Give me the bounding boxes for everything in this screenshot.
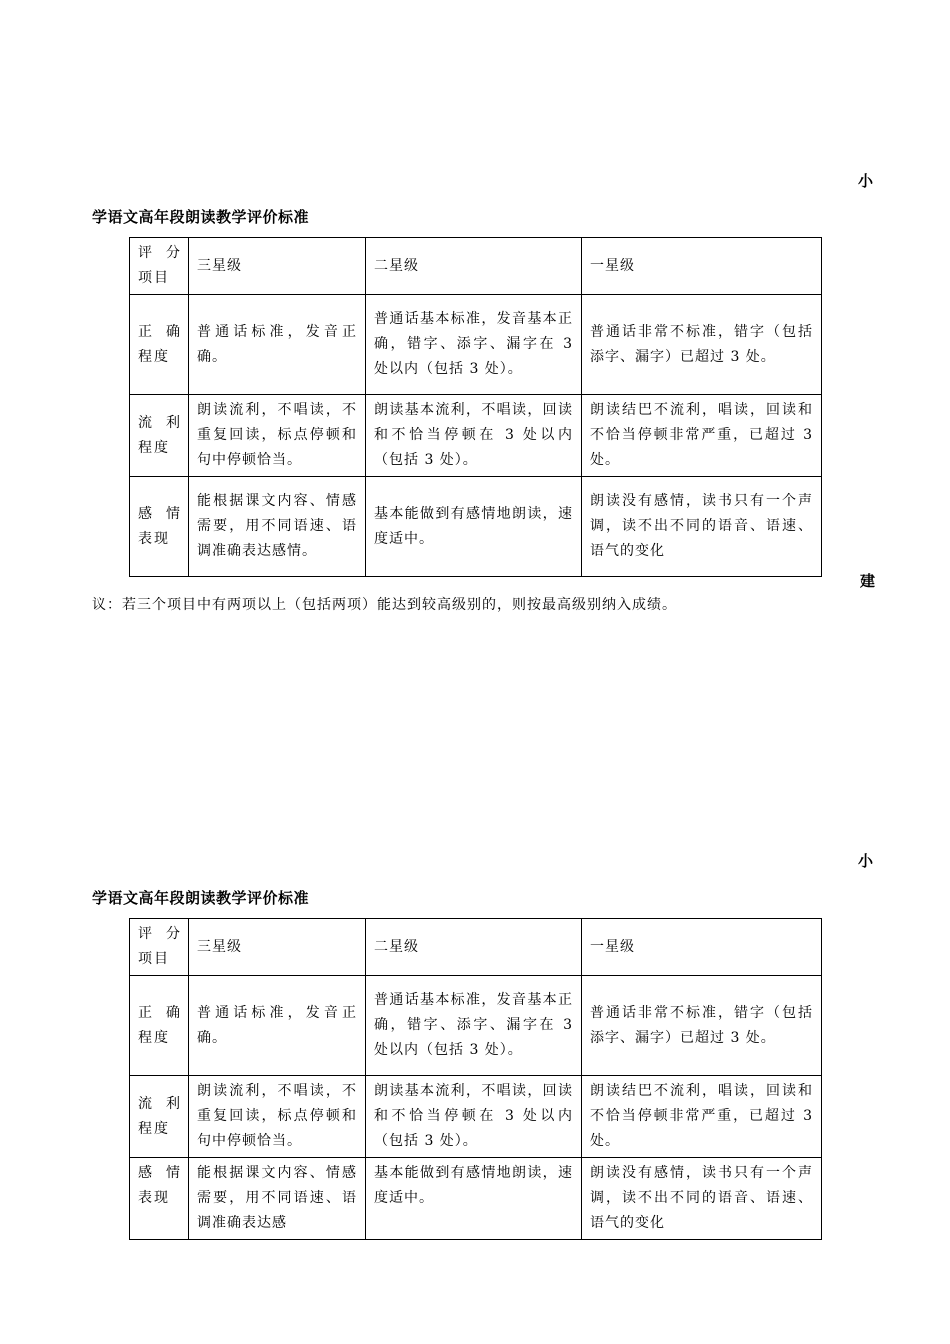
row-item: 感 情 表现 — [130, 477, 189, 577]
header-two-star: 二星级 — [366, 238, 582, 295]
cell-two-star: 普通话基本标准，发音基本正确，错字、添字、漏字在 3 处以内（包括 3 处）。 — [366, 295, 582, 395]
table-row — [130, 477, 822, 577]
cell-one-star: 朗读结巴不流利，唱读，回读和不恰当停顿非常严重，已超过 3 处。 — [582, 1076, 822, 1158]
document-title: 学语文高年段朗读教学评价标准 — [92, 889, 310, 907]
header-one-star: 一星级 — [582, 919, 822, 976]
table-row — [130, 1158, 822, 1240]
table-header-row — [130, 238, 822, 295]
row-item: 感 情 表现 — [130, 1158, 189, 1240]
document-title: 学语文高年段朗读教学评价标准 — [92, 208, 310, 226]
suggestion-note: 议：若三个项目中有两项以上（包括两项）能达到较高级别的，则按最高级别纳入成绩。 — [92, 597, 677, 613]
cell-two-star: 基本能做到有感情地朗读，速度适中。 — [366, 477, 582, 577]
evaluation-table — [129, 918, 822, 1240]
table-row — [130, 976, 822, 1076]
corner-character: 小 — [858, 852, 874, 870]
row-item: 流 利 程度 — [130, 395, 189, 477]
header-three-star: 三星级 — [189, 238, 366, 295]
cell-one-star: 普通话非常不标准，错字（包括添字、漏字）已超过 3 处。 — [582, 295, 822, 395]
suggestion-character: 建 — [860, 572, 876, 590]
table-row — [130, 395, 822, 477]
row-item: 正 确 程度 — [130, 976, 189, 1076]
cell-two-star: 普通话基本标准，发音基本正确，错字、添字、漏字在 3 处以内（包括 3 处）。 — [366, 976, 582, 1076]
cell-three-star: 普通话标准，发音正确。 — [189, 295, 366, 395]
header-two-star: 二星级 — [366, 919, 582, 976]
cell-one-star: 朗读没有感情，读书只有一个声调，读不出不同的语音、语速、语气的变化 — [582, 477, 822, 577]
cell-two-star: 基本能做到有感情地朗读，速度适中。 — [366, 1158, 582, 1240]
header-item: 评 分 项目 — [130, 919, 189, 976]
header-item: 评 分 项目 — [130, 238, 189, 295]
cell-three-star: 朗读流利，不唱读，不重复回读，标点停顿和句中停顿恰当。 — [189, 395, 366, 477]
cell-three-star: 普通话标准，发音正确。 — [189, 976, 366, 1076]
row-item: 正 确 程度 — [130, 295, 189, 395]
header-three-star: 三星级 — [189, 919, 366, 976]
cell-three-star: 能根据课文内容、情感需要，用不同语速、语调准确表达感情。 — [189, 477, 366, 577]
row-item: 流 利 程度 — [130, 1076, 189, 1158]
table-row — [130, 295, 822, 395]
table-header-row — [130, 919, 822, 976]
cell-one-star: 朗读没有感情，读书只有一个声调，读不出不同的语音、语速、语气的变化 — [582, 1158, 822, 1240]
cell-two-star: 朗读基本流利，不唱读，回读和不恰当停顿在 3 处以内（包括 3 处）。 — [366, 1076, 582, 1158]
header-one-star: 一星级 — [582, 238, 822, 295]
cell-one-star: 普通话非常不标准，错字（包括添字、漏字）已超过 3 处。 — [582, 976, 822, 1076]
corner-character: 小 — [858, 172, 874, 190]
table-row — [130, 1076, 822, 1158]
cell-two-star: 朗读基本流利，不唱读，回读和不恰当停顿在 3 处以内（包括 3 处）。 — [366, 395, 582, 477]
cell-three-star: 朗读流利，不唱读，不重复回读，标点停顿和句中停顿恰当。 — [189, 1076, 366, 1158]
cell-one-star: 朗读结巴不流利，唱读，回读和不恰当停顿非常严重，已超过 3 处。 — [582, 395, 822, 477]
evaluation-table — [129, 237, 822, 577]
cell-three-star: 能根据课文内容、情感需要，用不同语速、语调准确表达感 — [189, 1158, 366, 1240]
